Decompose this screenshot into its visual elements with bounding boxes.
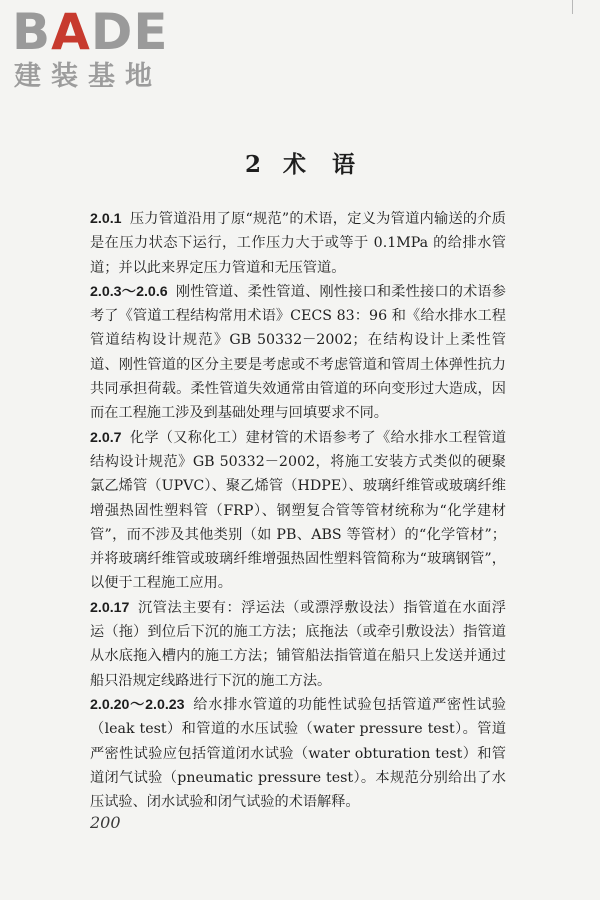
clause-number: 2.0.17 xyxy=(90,599,130,616)
page-edge-line xyxy=(572,0,573,14)
logo-wordmark xyxy=(12,3,169,61)
clause-text: 刚性管道、柔性管道、刚性接口和柔性接口的术语参考了《管道工程结构常用术语》CECS 83：96 和《给水排水工程管道结构设计规范》GB 50332－2002；在结构设计上柔性管道、刚性管道的区分主要是考虑或不考虑管道和管周土体弹性抗力共同承担荷载。柔性管道失效通常由管道的环向变形过大造成，因而在工程施工涉及到基础处理与回填要求不同。 xyxy=(90,283,506,422)
clause-2-0-3-to-2-0-6 xyxy=(90,280,506,426)
clause-list xyxy=(90,207,506,814)
logo-subtitle: 建装基地 xyxy=(14,61,162,92)
clause-text: 压力管道沿用了原“规范”的术语，定义为管道内输送的介质是在压力状态下运行，工作压力大于或等于 0.1MPa 的给排水管道；并以此来界定压力管道和无压管道。 xyxy=(90,211,506,276)
clause-2-0-17 xyxy=(90,596,506,693)
clause-2-0-1 xyxy=(90,207,506,280)
clause-number: 2.0.3～2.0.6 xyxy=(90,283,168,300)
logo-letter-b: B xyxy=(12,3,52,61)
logo-letter-a-accent: A xyxy=(51,3,91,61)
clause-text: 化学（又称化工）建材管的术语参考了《给水排水工程管道结构设计规范》GB 50332－2002，将施工安装方式类似的硬聚氯乙烯管（UPVC）、聚乙烯管（HDPE）、玻璃纤维管或玻璃纤维增强热固性塑料管（FRP）、钢塑复合管等管材统称为“化学建材管”，而不涉及其他类别（如 PB、ABS 等管材）的“化学管材”；并将玻璃纤维管或玻璃纤维增强热固性塑料管简称为“玻璃钢管”，以便于工程施工应用。 xyxy=(90,429,506,592)
logo-letters-de: DE xyxy=(90,3,169,61)
clause-number: 2.0.20～2.0.23 xyxy=(90,696,185,713)
clause-2-0-7 xyxy=(90,426,506,596)
page-number: 200 xyxy=(90,813,121,832)
chapter-number: 2 xyxy=(244,151,261,178)
chapter-heading xyxy=(0,150,600,180)
clause-text: 给水排水管道的功能性试验包括管道严密性试验（leak test）和管道的水压试验（water pressure test）。管道严密性试验应包括管道闭水试验（water obturation test）和管道闭气试验（pneumatic pressure test）。本规范分别给出了水压试验、闭水试验和闭气试验的术语解释。 xyxy=(90,696,506,811)
chapter-title: 术语 xyxy=(283,151,381,178)
watermark-logo xyxy=(12,3,182,96)
clause-2-0-20-to-2-0-23 xyxy=(90,693,506,814)
clause-number: 2.0.1 xyxy=(90,211,122,227)
clause-text: 沉管法主要有：浮运法（或漂浮敷设法）指管道在水面浮运（拖）到位后下沉的施工方法；底拖法（或牵引敷设法）指管道从水底拖入槽内的施工方法；铺管船法指管道在船只上发送并通过船只沿规定线路进行下沉的施工方法。 xyxy=(90,599,506,689)
clause-number: 2.0.7 xyxy=(90,429,122,446)
